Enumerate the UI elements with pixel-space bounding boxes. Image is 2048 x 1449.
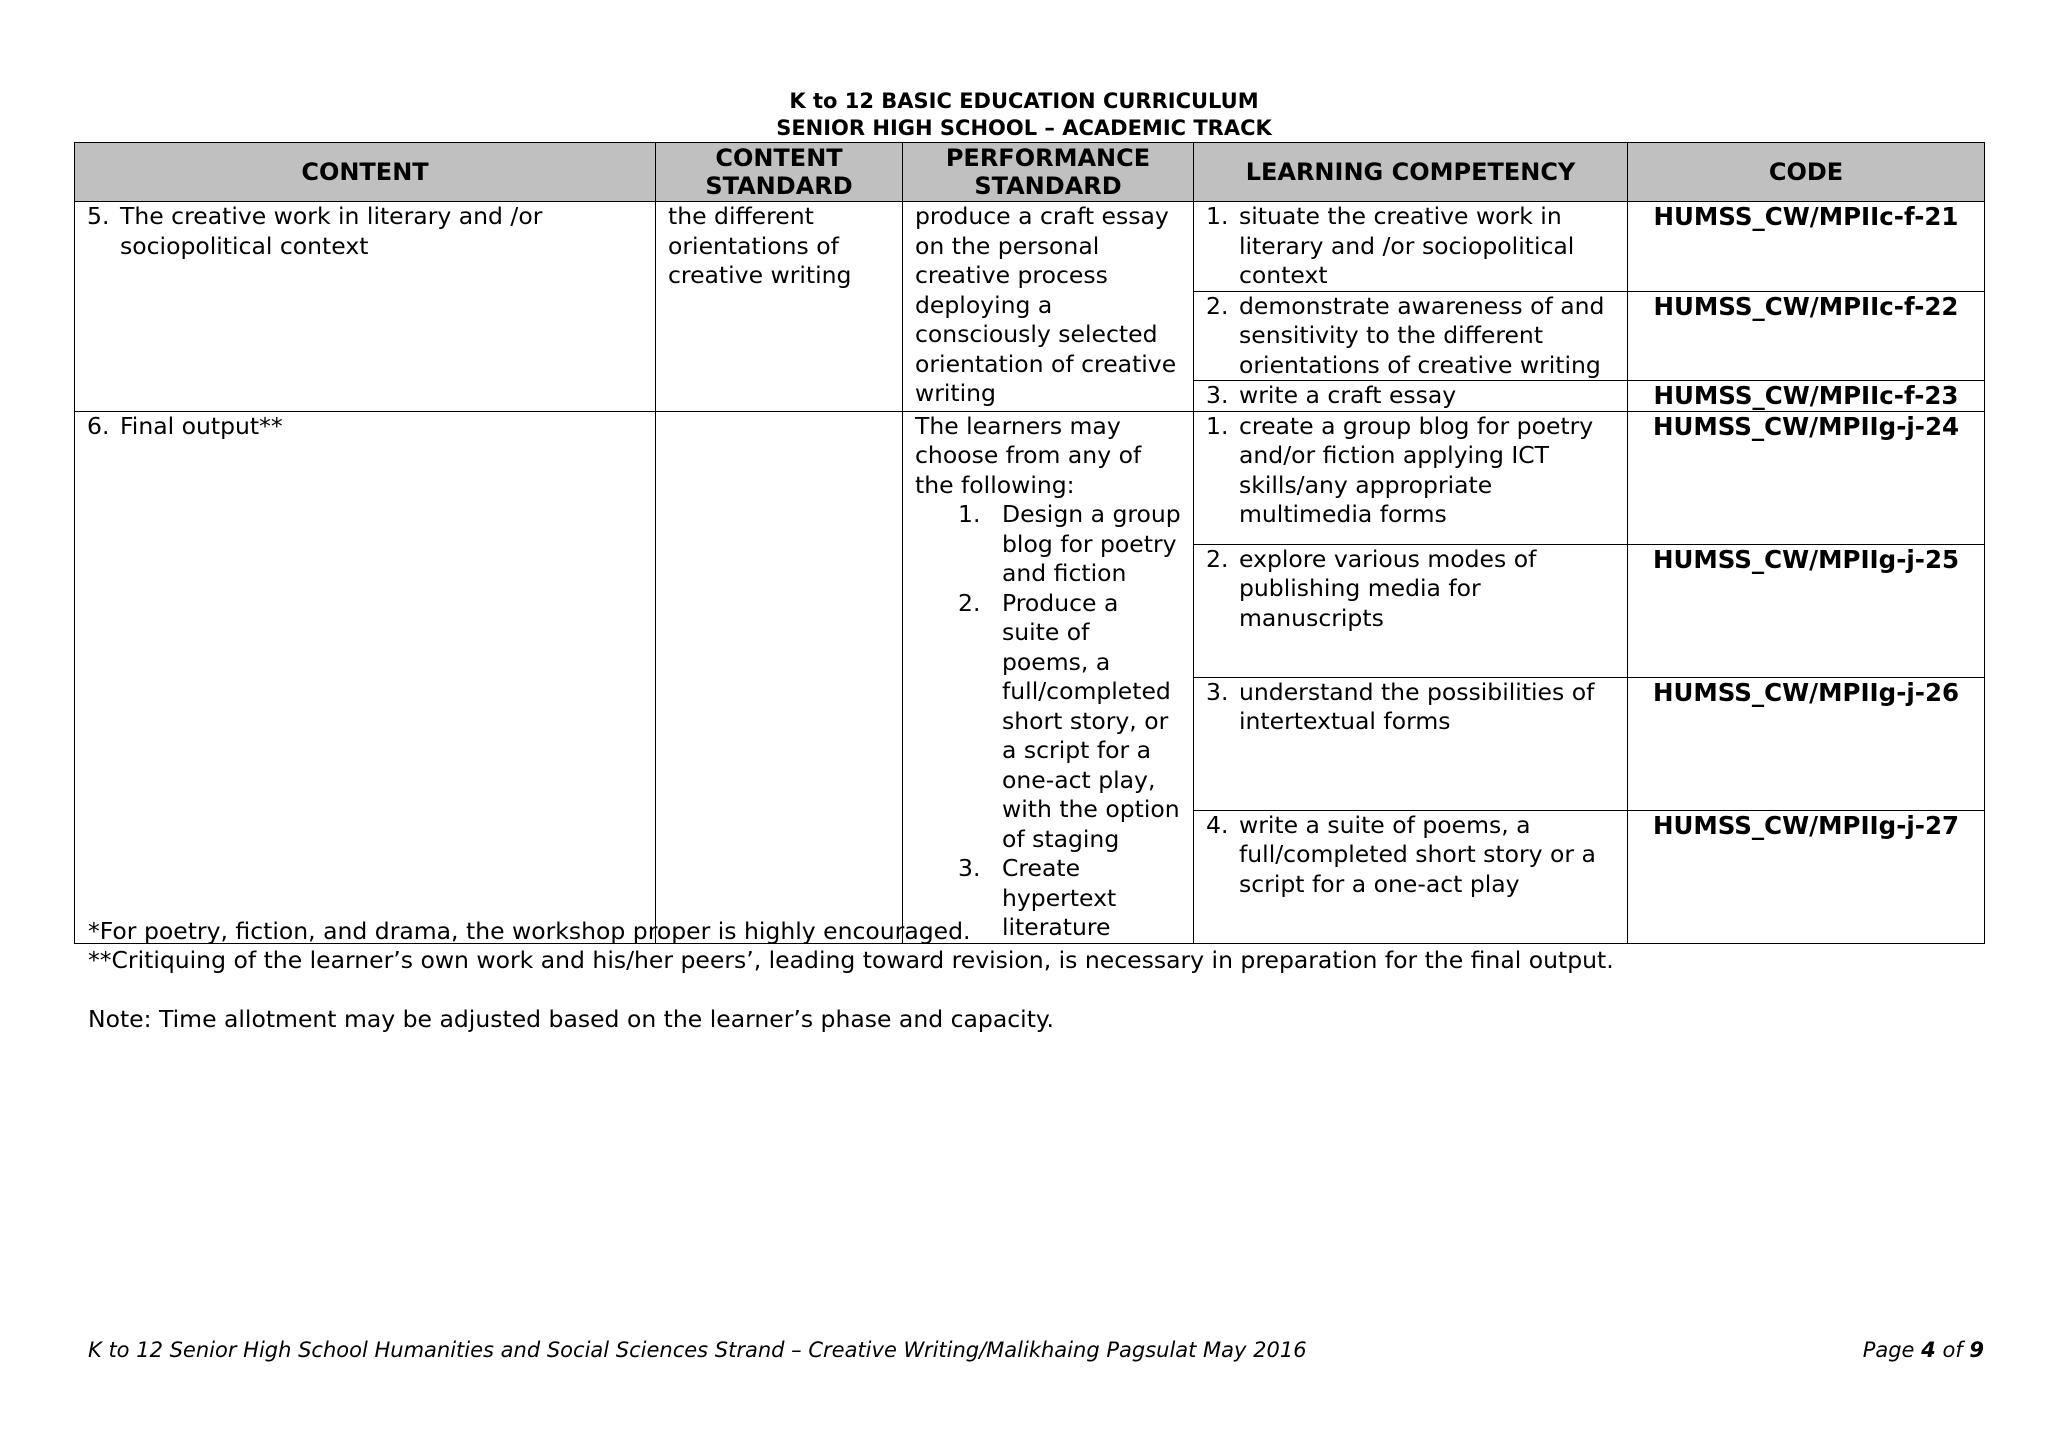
footnote-workshop: *For poetry, fiction, and drama, the workshop proper is highly encouraged. <box>88 917 971 945</box>
document-subtitle: SENIOR HIGH SCHOOL – ACADEMIC TRACK <box>776 116 1272 140</box>
competency-number: 3. <box>1206 381 1229 409</box>
competency-number: 1. <box>1206 411 1229 440</box>
footer-document-info: K to 12 Senior High School Humanities and Social Sciences Strand – Creative Writing/Malikhaing Pagsulat May 2016 <box>88 1338 1307 1362</box>
column-header-content: CONTENT <box>75 143 656 202</box>
performance-options-list <box>958 500 1181 943</box>
competency-cell <box>1194 411 1628 544</box>
content-cell <box>75 202 656 412</box>
competency-cell <box>1194 202 1628 292</box>
competency-text: understand the possibilities of intertextual forms <box>1239 677 1595 735</box>
option-text: Design a group blog for poetry and fiction <box>1002 500 1181 587</box>
competency-number: 4. <box>1206 810 1229 839</box>
competency-number: 3. <box>1206 677 1229 706</box>
code-cell: HUMSS_CW/MPIIc-f-22 <box>1628 291 1985 381</box>
option-number: 3. <box>958 854 981 882</box>
column-header-performance-standard: PERFORMANCE STANDARD <box>903 143 1194 202</box>
competency-cell <box>1194 381 1628 412</box>
page-prefix: Page <box>1862 1338 1922 1362</box>
competency-number: 2. <box>1206 544 1229 573</box>
content-standard-cell <box>656 411 903 943</box>
competency-text: create a group blog for poetry and/or fiction applying ICT skills/any appropriate multimedia forms <box>1239 411 1594 528</box>
content-text: The creative work in literary and /or sociopolitical context <box>120 202 543 260</box>
option-number: 1. <box>958 500 981 528</box>
time-allotment-note: Note: Time allotment may be adjusted based on the learner’s phase and capacity. <box>88 1005 1054 1033</box>
code-cell: HUMSS_CW/MPIIg-j-24 <box>1628 411 1985 544</box>
code-cell: HUMSS_CW/MPIIc-f-23 <box>1628 381 1985 412</box>
curriculum-table <box>74 142 1985 944</box>
performance-standard-cell <box>903 411 1194 943</box>
column-header-learning-competency: LEARNING COMPETENCY <box>1194 143 1628 202</box>
option-text: Create hypertext literature <box>1002 854 1117 941</box>
competency-text: write a suite of poems, a full/completed short story or a script for a one-act play <box>1239 810 1596 898</box>
content-number: 5. <box>87 202 110 230</box>
competency-cell <box>1194 677 1628 810</box>
content-number: 6. <box>87 411 110 440</box>
code-cell: HUMSS_CW/MPIIg-j-27 <box>1628 810 1985 943</box>
competency-text: demonstrate awareness of and sensitivity to the different orientations of creative writing <box>1239 291 1605 379</box>
content-standard-cell: the different orientations of creative writing <box>656 202 903 412</box>
total-pages: 9 <box>1969 1338 1984 1362</box>
competency-number: 2. <box>1206 291 1229 320</box>
page-of: of <box>1935 1338 1970 1362</box>
content-text: Final output** <box>120 411 283 440</box>
competency-cell <box>1194 291 1628 381</box>
option-text: Produce a suite of poems, a full/completed short story, or a script for a one-act play, with the option of staging <box>1002 588 1180 853</box>
footnote-critiquing: **Critiquing of the learner’s own work and his/her peers’, leading toward revision, is necessary in preparation for the final output. <box>88 946 1614 974</box>
competency-text: explore various modes of publishing media for manuscripts <box>1239 544 1537 632</box>
page-number <box>1863 1338 1984 1362</box>
code-cell: HUMSS_CW/MPIIg-j-25 <box>1628 544 1985 677</box>
column-header-code: CODE <box>1628 143 1985 202</box>
column-header-content-standard: CONTENT STANDARD <box>656 143 903 202</box>
current-page: 4 <box>1921 1338 1936 1362</box>
content-cell <box>75 411 656 943</box>
list-item <box>958 854 1181 943</box>
performance-standard-cell: produce a craft essay on the personal creative process deploying a consciously selected orientation of creative writing <box>903 202 1194 412</box>
competency-text: write a craft essay <box>1239 381 1457 409</box>
code-cell: HUMSS_CW/MPIIc-f-21 <box>1628 202 1985 292</box>
option-number: 2. <box>958 588 981 617</box>
table-row <box>75 202 1985 292</box>
list-item <box>958 500 1181 589</box>
table-row <box>75 411 1985 544</box>
table-header-row <box>75 143 1985 202</box>
performance-intro: The learners may choose from any of the following: <box>915 411 1142 499</box>
competency-text: situate the creative work in literary and /or sociopolitical context <box>1239 202 1575 289</box>
competency-cell <box>1194 810 1628 943</box>
competency-cell <box>1194 544 1628 677</box>
document-title: K to 12 BASIC EDUCATION CURRICULUM <box>789 89 1259 113</box>
competency-number: 1. <box>1206 202 1229 230</box>
code-cell: HUMSS_CW/MPIIg-j-26 <box>1628 677 1985 810</box>
list-item <box>958 589 1181 855</box>
